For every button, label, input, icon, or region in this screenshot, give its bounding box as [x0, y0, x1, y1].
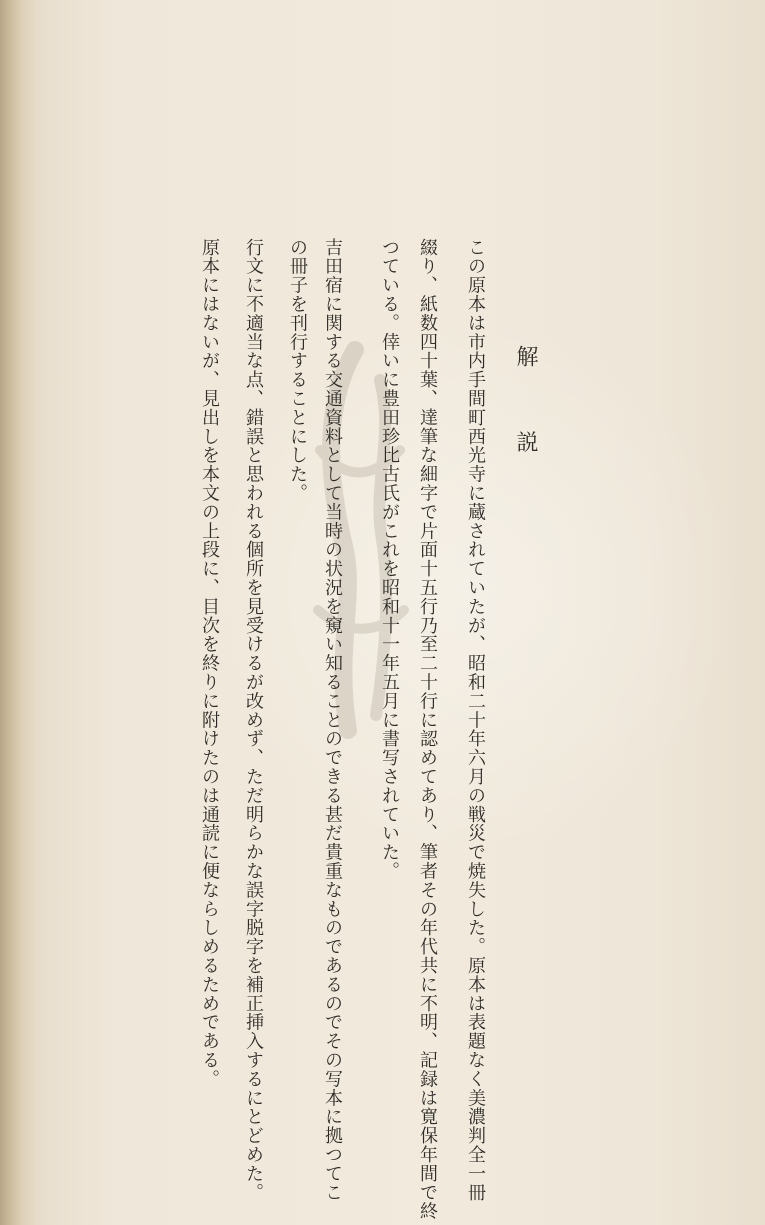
text-column-1: この原本は市内手間町西光寺に蔵されていたが、昭和二十年六月の戦災で焼失した。原本は表題なく美濃判全一冊	[465, 238, 486, 1202]
text-column-4: 吉田宿に関する交通資料として当時の状況を窺い知ることのできる甚だ貴重なものであるのでその写本に拠つてこ	[322, 238, 343, 1202]
watermark-illustration-icon	[300, 330, 420, 750]
text-column-6: 行文に不適当な点、錯誤と思われる個所を見受けるが改めず、ただ明らかな誤字脱字を補正挿入するにとどめた。	[243, 238, 264, 1202]
book-spine-shadow	[0, 0, 36, 1225]
text-column-3: つている。倖いに豊田珍比古氏がこれを昭和十一年五月に書写されていた。	[379, 238, 400, 881]
text-column-5: の冊子を刊行することにした。	[287, 238, 308, 503]
text-column-7: 原本にはないが、見出しを本文の上段に、目次を終りに附けたのは通読に便ならしめるためである。	[199, 238, 220, 1089]
page-title: 解 説	[513, 345, 538, 474]
text-column-2: 綴り、紙数四十葉、達筆な細字で片面十五行乃至二十行に認めてあり、筆者その年代共に不明、記録は寛保年間で終	[417, 238, 438, 1221]
